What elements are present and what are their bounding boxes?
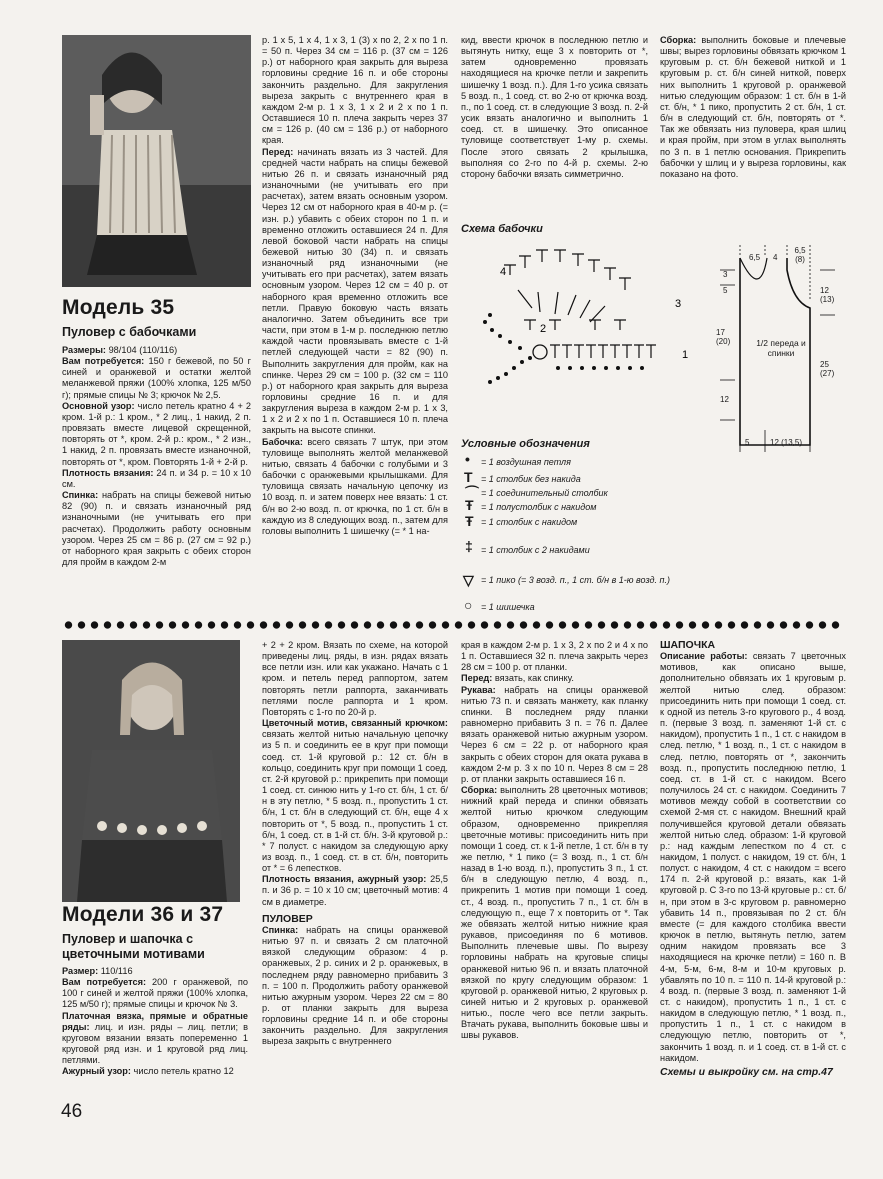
- legend-hdc-icon: Ŧ: [465, 497, 474, 513]
- sleeves-text: набрать на спицы оранжевой нитью 73 п. и связать манжету, как планку спинки. В последнем ряду планки равномерно прибавить 3 п. = 76 п. Далее вязать оранжевой нитью ажурным узором. Через 6 см = 22 р. от наборного края закрыть с обеих сторон для оката рукава в каждом 2-м р. 3 х по 10 п. Через 8 см = 28 р. от планки закрыть оставшиеся 16 п.: [461, 684, 648, 784]
- dotted-divider: [62, 620, 842, 630]
- need36-text: 200 г оранжевой, по 100 г синей и желтой пряжи (100% хлопка, 125 м/50 г); прямые спицы и крючок № 3.: [62, 977, 248, 1010]
- girl-flower-pullover-illustration: [62, 640, 240, 902]
- legend-item-6: = 1 пико (= 3 возд. п., 1 ст. б/н в 1-ю возд. п.): [481, 575, 670, 585]
- model-35-col2: [262, 35, 448, 537]
- butterfly-label: Бабочка:: [262, 436, 303, 447]
- model-36-col1: [62, 966, 248, 1078]
- pattern-text: число петель кратно 4 + 2 кром. 1-й р.: 1 кром., * 2 лиц., 1 накид, 2 п. провязать вместе лицевой скрещенной, повторять от *, кром. 2-й р.: кром., * 2 изн., 1 накид, 2 п. провязать вместе изнаночной, повторять от *, кром. Повторять 1-й + 2-й р.: [62, 400, 252, 467]
- butterfly-text: всего связать 7 штук, при этом туловище выполнять желтой меланжевой нитью, связать 4 бабочки с голубыми и 3 бабочки с оранжевыми крылышками. Для туловища связать начальную цепочку из 10 возд. п. и затем поверх нее вязать: 1 ст. б/н во 2-ю возд. п. от крючка, по 1 ст. б/н в каждую из 8 следующих возд. п., затем для головы выполнить 1 шишечку (= * 1 на-: [262, 436, 449, 536]
- model-35-col1: [62, 345, 251, 568]
- hat-label: Описание работы:: [660, 651, 748, 662]
- size-text: 110/116: [100, 966, 133, 976]
- top-label-2: 6,5 (8): [794, 246, 806, 264]
- col2a-text: + 2 + 2 кром. Вязать по схеме, на которой приведены лиц. ряды, в изн. рядах вязать все петли изн. или как укажано. Начать с 1 кром. и петель перед раппортом, затем повторять петли раппорта, заканчивать петлями после раппорта и 1 кром. Повторять с 1-го по 20-й р.: [262, 640, 448, 717]
- bottom-label-1: 12 (13,5): [770, 438, 803, 447]
- legend-item-1: = 1 столбик без накида: [481, 474, 581, 484]
- bottom-label-0: 5: [745, 438, 750, 447]
- top-label-1: 4: [773, 253, 778, 262]
- scheme-title: Схема бабочки: [461, 223, 543, 235]
- body-row-stitches: [550, 345, 656, 358]
- model-35-subtitle: Пуловер с бабочками: [62, 325, 197, 339]
- left-label-3: 12: [720, 395, 729, 404]
- col3a-text: края в каждом 2-м р. 1 х 3, 2 х по 2 и 4 х по 1 п. Оставшиеся 32 п. плеча закрыть через 28 см = 100 р. от планки.: [461, 640, 648, 673]
- size-label: Размер:: [62, 966, 99, 976]
- flower-label: Цветочный мотив, связанный крючком:: [262, 718, 448, 729]
- model-36-title: Модели 36 и 37: [62, 903, 224, 926]
- back36-label: Спинка:: [262, 924, 299, 935]
- front-text: начинать вязать из 3 частей. Для средней части набрать на спицы бежевой нитью 26 п. и связать изнаночный ряд изнаночными (не учитывать его при расчетах), затем вязать основным узором. Через 12 см от наборного края в 40-м р. (= изн. р.) убавить с обеих сторон по 1 п. и временно отложить оставшиеся 24 п. Для левой боковой части набрать на спицы бежевой нитью 30 (34) п. и связать изнаночный ряд изнаночными (не учитывать его при расчетах), затем вязать основным узором. Через 12 см = 40 р. от наборного края временно отложить все петли. Правую боковую часть вязать аналогично. Затем объединить все три части, при этом в 1-м р. последнюю петлю каждой части провязывать вместе с 1-й петлей следующей части = 82 (90) п. Выполнить закругления для пройм, как на спинке. Через 29 см = 100 р. (32 см = 110 р.) от наборного края закрыть для выреза горловины средние 16 п. и для закругления выреза в каждом 2-м р. 1 х 3, 1 х 2 и 2 х по 1 п. Оставшиеся 10 п. плеча закрыть на высоте спинки.: [262, 146, 448, 436]
- legend-tr-icon: ‡: [465, 538, 473, 554]
- row-label-4: 4: [500, 266, 507, 278]
- model-36-subtitle: Пуловер и шапочка с цветочными мотивами: [62, 932, 205, 961]
- col2-text: р. 1 х 5, 1 х 4, 1 х 3, 1 (3) х по 2, 2 х по 1 п. = 50 п. Через 34 см = 116 р. (37 см = 126 р.) от наборного края закрыть для выреза горловины средние 16 п. и обе стороны закончить раздельно. Для закругления выреза закрыть с внутреннего края в каждом 2-м р. 1 х 3, 1 х 2 и 2 х по 1 п. Оставшиеся 10 п. плеча закрыть через 37 см = 126 р. (40 см = 136 р.) от наборного края.: [262, 35, 448, 146]
- left-label-1: 5: [723, 286, 728, 295]
- legend-item-4: = 1 столбик с накидом: [481, 517, 578, 527]
- footer-note: Схемы и выкройку см. на стр.47: [660, 1065, 833, 1078]
- pattern-label: Основной узор:: [62, 400, 135, 411]
- butterfly-scheme: [470, 240, 700, 400]
- density36-text: 25,5 п. и 36 р. = 10 х 10 см; цветочный мотив: 4 см в диаметре.: [262, 874, 448, 907]
- legend-item-2: = 1 соединительный столбик: [481, 488, 608, 498]
- legend-item-7: = 1 шишечка: [481, 602, 535, 612]
- model-35-col3: [461, 35, 648, 180]
- page-number: 46: [61, 1101, 83, 1122]
- model-36-photo: [62, 640, 240, 902]
- front36-label: Перед:: [461, 673, 493, 684]
- front36-text: вязать, как спинку.: [494, 673, 574, 684]
- model-36-col4: [660, 640, 846, 1078]
- density-text: 24 п. и 34 р. = 10 х 10 см.: [62, 467, 251, 489]
- left-label-2: 17 (20): [716, 328, 731, 346]
- assembly36-text: выполнить 28 цветочных мотивов; нижний край переда и спинки обвязать желтой нитью крючком следующим образом, одновременно прикрепляя цветочные мотивы: присоединить нить при помощи 1 соед. ст. к 1-й петле, 1 ст. б/н в ту же петлю, * 1 пико (= 3 возд. п., 1 ст. б/н назад в 1-ю возд. п.), пропустить 3 п., 1 ст. б/н в следующую петлю, 4 возд. п., прикрепить 1 мотив при помощи 1 соед. ст., 4 возд. п., пропустить 7 п., 1 ст. б/н в следующую п., еще 7 х повторить от *. Так же обвязать желтой нитью нижние края рукавов, присоединяя по 6 мотивов. Выполнить плечевые швы. По вырезу горловины набрать на круговые спицы оранжевой нитью 96 п. и вязать платочной вязкой по кругу следующим образом: 1 круговой р. оранжевой нитью, 2 круговых р. синей нитью и 2 круговых р. оранжевой нитью., после чего все петли закрыть. Втачать рукава, выполнить боковые швы и швы рукавов.: [461, 785, 648, 1041]
- assembly-label: Сборка:: [660, 35, 697, 45]
- hat-title: ШАПОЧКА: [660, 639, 716, 651]
- top-label-0: 6,5: [749, 253, 761, 262]
- legend-dc-icon: Ŧ: [465, 513, 474, 529]
- hat-text: связать 7 цветочных мотивов, как описано выше, дополнительно обвязать их 1 круговым р. желтой нитью след. образом: присоединить нить при помощи 1 соед. ст. к одной из петель 3-го кругового р., 4 возд. п. (первые 3 возд. п. заменяют 1-й ст. с накидом), пропустить 1 п., 1 ст. с накидом в след. петлю, * 1 возд. п., 1 ст. с накидом в след. петлю, повторять от *, закончить возд. п., пропустить последнюю петлю, 1 соед. ст. в 1-й ст. с накидом. Всего получилось 24 ст. с накидом. Соединить 7 мотивов между собой в соответствии со схемой 2-мя ст. с накидом. Внешний край получившейся круговой детали обвязать желтой нитью след. образом: 1-й круговой р.: над каждым лепестком по 4 ст. с накидом, 1 полуст. с накидом, 19 ст. б/н, 1 полуст. с накидом, 4 ст. с накидом = всего 174 п. 2-й круговой р.: вязать, как 1-й круговой р. С 3-го по 13-й круговые р.: ст. б/н, при этом в 3-с круговом р. равномерно убавить 14 п., провязывая по 2 ст. б/н вместе (= для каждого столбика ввести крючок в петлю, вытянуть петлю, затем одним накидом провязать все 3 находящиеся на крючке петли) = 160 п. В 4-м, 5-м, 6-м, 8-м и 10-м круговых р. убавлять по 10 п. = 110 п. 14-й круговой р.: 4 возд. п. (первые 3 возд. п. заменяют 1-й ст. с накидом), пропустить 1 п., 1 ст. с накидом в следующую петлю, * 1 возд. п., пропустить 1 п., 1 ст. с накидом в следующую петлю, повторить от *, закончить 1 возд. п. и 1 соед. ст. в 1-й ст. с накидом.: [660, 651, 846, 1063]
- legend-item-5: = 1 столбик с 2 накидами: [481, 545, 590, 555]
- model-35-title: Модель 35: [62, 296, 175, 319]
- back-text: набрать на спицы бежевой нитью 82 (90) п. и связать изнаночный ряд изнаночными (не учитывать его при расчетах). Продолжить работу основным узором. Через 25 см = 86 р. (27 см = 92 р.) от наборного края закрыть с обеих сторон для пройм в каждом 2-м: [62, 490, 251, 567]
- row-label-3: 3: [675, 298, 682, 310]
- lace-text: число петель кратно 12: [133, 1066, 234, 1077]
- need36-label: Вам потребуется:: [62, 977, 147, 988]
- girl-butterfly-pullover-illustration: [62, 35, 251, 287]
- back36-text: набрать на спицы оранжевой нитью 97 п. и связать 2 см платочной вязкой следующим образом: 4 р. оранжевых, 2 р. синих и 2 р. оранжевых, в последнем ряду равномерно прибавить 3 п. = 100 п. Продолжить работу оранжевой нитью ажурным узором. Через 22 см = 80 р. от планки закрыть для выреза горловины средние 14 п. и обе стороны закончить раздельно. Для закругления выреза закрыть с внутреннего: [262, 924, 448, 1047]
- row-label-2: 2: [540, 323, 547, 335]
- left-label-0: 3: [723, 270, 728, 279]
- front-label: Перед:: [262, 146, 294, 157]
- col3-text: кид, ввести крючок в последнюю петлю и вытянуть нитку, еще 3 х повторить от *, затем одновременно провязать находящиеся на крючке петли и закрепить шишечку 1 возд. п.). Для 1-го усика связать 5 возд. п., 1 соед. ст. во 2-ю от крючка возд. п., по 1 соед. ст. в следующие 3 возд. п. 2-й усик вязать аналогично и выполнить 1 соед. ст. в шишечку. Это описанное туловище соответствует 1-му р. схемы. После этого связать 2 крылышка, выполняя со 2-го по 4-й р. схемы. 2-ю сторону бабочки вязать симметрично.: [461, 35, 648, 179]
- legend-title: Условные обозначения: [461, 438, 590, 450]
- row-label-1: 1: [682, 349, 689, 361]
- model-36-col3: [461, 640, 648, 1042]
- need-label: Вам потребуется:: [62, 356, 145, 367]
- rows-text: лиц. и изн. ряды – лиц. петли; в круговом вязании вязать попеременно 1 круговой ряд изн. и 1 круговой ряд лиц. петлями.: [62, 1021, 248, 1066]
- flower-text: связать желтой нитью начальную цепочку из 5 п. и соединить ее в круг при помощи соед. ст. 1-й круговой р.: 12 ст. б/н в кольцо, соединить круг при помощи 1 соед. ст. 2-й круговой р.: прикрепить при помощи 1 соед. ст. синюю нить у 1-го ст. б/н, 1 ст. б/н в эту петлю, * 5 возд. п., пропустить 1 ст. б/н, 1 ст. б/н в следующий ст. б/н, еще 4 х повторить от *, 5 возд. п., пропустить 1 ст. б/н, 1 соед. ст. в 1-й ст. б/н. 3-й круговой р.: * 7 полуст. с накидом за следующую арку из возд. п., 1 соед. ст. в ст. б/н, повторить от * = 6 лепестков.: [262, 729, 448, 874]
- legend-item-3: = 1 полустолбик с накидом: [481, 502, 597, 512]
- rows-label: Платочная вязка, прямые и обратные ряды:: [62, 1010, 248, 1032]
- legend-sc-icon: T: [464, 469, 473, 485]
- right-label-1: 25 (27): [820, 360, 835, 378]
- sleeves-label: Рукава:: [461, 684, 496, 695]
- legend-chain-icon: •: [465, 451, 470, 467]
- assembly-text: выполнить боковые и плечевые швы; вырез горловины обвязать крючком 1 круговым р. ст. б/н бежевой ниткой и 1 круговым р. ст. б/н синей ниткой, поверх них выполнить 1 круговой р. оранжевой нитью следующим образом: 1 ст. б/н в 1-й ст. б/н, * 1 пико, пропустить 2 ст. б/н, 1 ст. б/н в следующий ст. б/н, повторять от *. Так же обвязать низ пуловера, края шлиц и края пройм, при этом в углах выполнять по 3 п. в 1 петлю основания. Прикрепить бабочки у шлиц и у выреза горловины, как показано на фото.: [660, 35, 846, 179]
- sizes-text: 98/104 (110/116): [108, 345, 178, 355]
- legend-picot-icon: ▽: [463, 572, 474, 588]
- assembly36-label: Сборка:: [461, 785, 498, 796]
- model-35-photo: [62, 35, 251, 287]
- pullover-title: ПУЛОВЕР: [262, 912, 313, 925]
- model-36-col2: [262, 640, 448, 1048]
- sizes-label: Размеры:: [62, 345, 106, 355]
- legend-item-0: = 1 воздушная петля: [481, 457, 571, 467]
- legend-bobble-icon: ○: [464, 597, 473, 613]
- lace-label: Ажурный узор:: [62, 1066, 131, 1077]
- back-label: Спинка:: [62, 490, 99, 501]
- model-35-col4: [660, 35, 846, 180]
- density36-label: Плотность вязания, ажурный узор:: [262, 874, 427, 885]
- legend-slip-icon: ⌒: [465, 485, 479, 501]
- right-label-0: 12 (13): [820, 286, 835, 304]
- center-label: 1/2 переда и спинки: [756, 338, 806, 358]
- need-text: 150 г бежевой, по 50 г синей и оранжевой и остатки желтой меланжевой пряжи (100% хлопка, 125 м/50 г); прямые спицы № 3; крючок № 2,5.: [62, 356, 251, 400]
- density-label: Плотность вязания:: [62, 467, 154, 478]
